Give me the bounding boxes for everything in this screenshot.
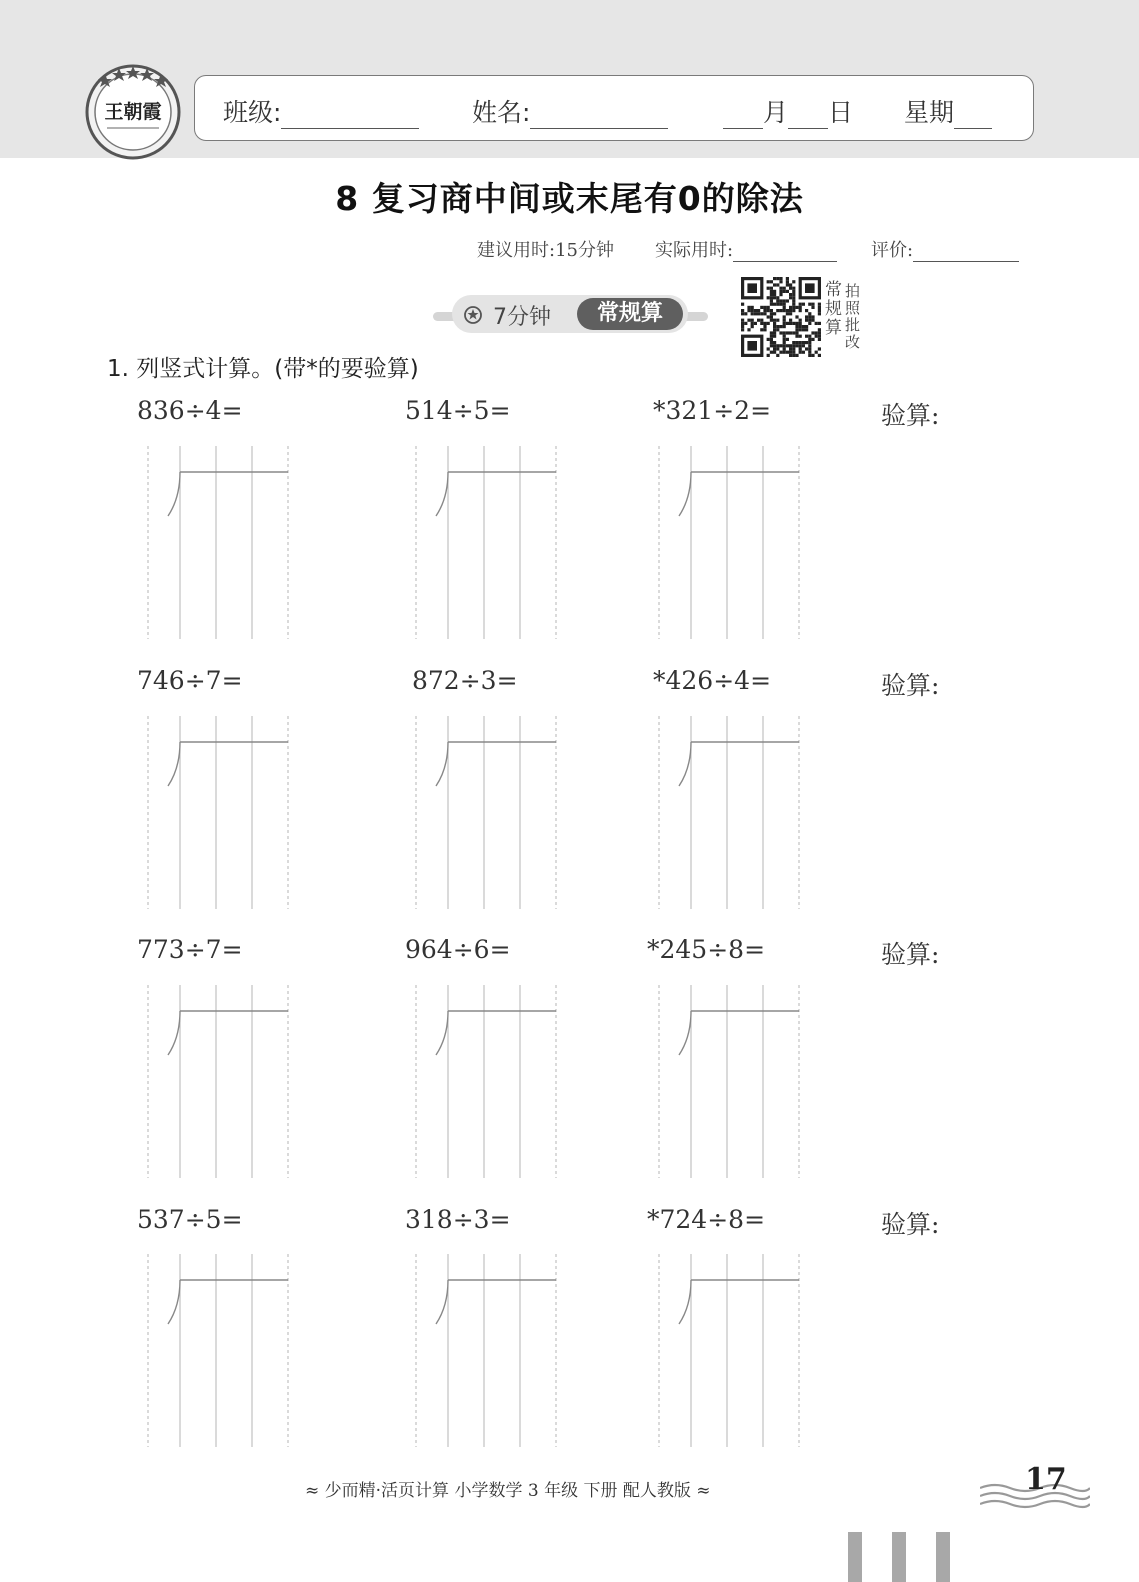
division-grid-1-2[interactable] — [414, 446, 564, 641]
student-info-box — [194, 75, 1034, 141]
division-grid-2-1[interactable] — [146, 716, 296, 911]
verify-label-3: 验算: — [881, 940, 940, 969]
actual-time-label: 实际用时: — [655, 240, 734, 261]
verify-label-2: 验算: — [881, 671, 940, 700]
edge-tabs — [848, 1532, 958, 1582]
badge-time: 7分钟 — [493, 305, 551, 330]
name-field[interactable] — [530, 102, 668, 129]
division-bracket — [679, 1280, 691, 1324]
name-label: 姓名: — [472, 98, 531, 127]
medal-icon — [463, 304, 483, 324]
division-bracket — [168, 472, 180, 516]
day-field[interactable] — [788, 102, 828, 129]
problem-1-2: 514÷5= — [405, 396, 511, 425]
division-grid-3-2[interactable] — [414, 985, 564, 1180]
footer-series: ≈ 少而精·活页计算 小学数学 3 年级 下册 配人教版 ≈ — [305, 1481, 711, 1501]
problem-3-3: *245÷8= — [647, 935, 766, 964]
problem-1-1: 836÷4= — [137, 396, 243, 425]
division-grid-3-3[interactable] — [657, 985, 807, 1180]
class-field[interactable] — [281, 102, 419, 129]
division-grid-4-2[interactable] — [414, 1254, 564, 1449]
division-bracket — [168, 742, 180, 786]
division-bracket — [436, 742, 448, 786]
month-label: 月 — [763, 98, 789, 127]
page-number: 17 — [1025, 1462, 1067, 1497]
rating-label: 评价: — [871, 240, 914, 261]
time-badge — [452, 295, 688, 333]
division-grid-2-3[interactable] — [657, 716, 807, 911]
problem-3-2: 964÷6= — [405, 935, 511, 964]
problem-2-3: *426÷4= — [653, 666, 772, 695]
verify-label-1: 验算: — [881, 401, 940, 430]
division-bracket — [436, 472, 448, 516]
page-title: 8 复习商中间或末尾有0的除法 — [335, 179, 804, 218]
question-instruction: 1. 列竖式计算。(带*的要验算) — [107, 356, 419, 382]
division-bracket — [679, 742, 691, 786]
weekday-field[interactable] — [954, 102, 992, 129]
problem-4-2: 318÷3= — [405, 1205, 511, 1234]
qr-caption-right: 拍照批改 — [845, 282, 861, 351]
weekday-label: 星期 — [904, 98, 955, 127]
qr-code[interactable] — [741, 277, 821, 357]
division-bracket — [436, 1011, 448, 1055]
verify-label-4: 验算: — [881, 1210, 940, 1239]
problem-3-1: 773÷7= — [137, 935, 243, 964]
division-bracket — [436, 1280, 448, 1324]
division-grid-3-1[interactable] — [146, 985, 296, 1180]
division-bracket — [168, 1011, 180, 1055]
wangzhaoxia-logo — [83, 60, 183, 160]
actual-time-field[interactable] — [733, 241, 837, 262]
suggested-time: 建议用时:15分钟 — [477, 240, 614, 261]
actual-time — [655, 236, 837, 262]
problem-1-3: *321÷2= — [653, 396, 772, 425]
month-field[interactable] — [723, 102, 763, 129]
qr-caption-left: 常规算 — [825, 280, 842, 338]
problem-4-3: *724÷8= — [647, 1205, 766, 1234]
division-bracket — [679, 472, 691, 516]
division-grid-4-1[interactable] — [146, 1254, 296, 1449]
problem-4-1: 537÷5= — [137, 1205, 243, 1234]
badge-tag: 常规算 — [577, 298, 683, 330]
problem-2-1: 746÷7= — [137, 666, 243, 695]
division-grid-4-3[interactable] — [657, 1254, 807, 1449]
day-label: 日 — [828, 98, 854, 127]
division-bracket — [679, 1011, 691, 1055]
problem-2-2: 872÷3= — [412, 666, 518, 695]
division-grid-1-3[interactable] — [657, 446, 807, 641]
rating — [871, 236, 1019, 262]
svg-text:王朝霞: 王朝霞 — [104, 101, 162, 123]
division-grid-2-2[interactable] — [414, 716, 564, 911]
division-bracket — [168, 1280, 180, 1324]
division-grid-1-1[interactable] — [146, 446, 296, 641]
rating-field[interactable] — [913, 241, 1019, 262]
class-label: 班级: — [223, 98, 282, 127]
